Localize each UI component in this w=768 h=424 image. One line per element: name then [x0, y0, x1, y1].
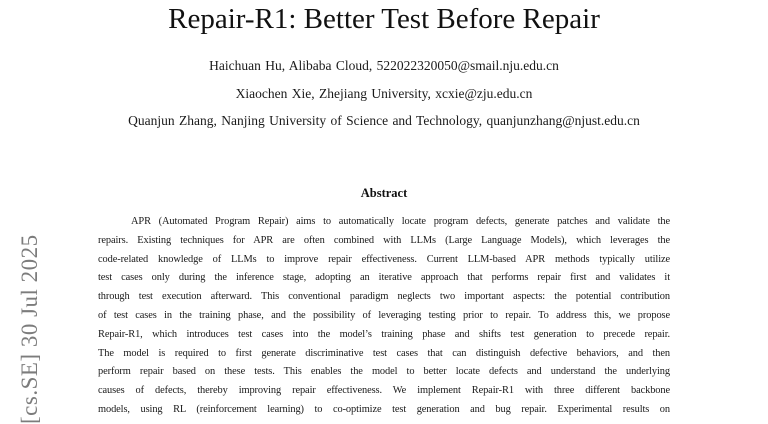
author-block: [0, 57, 768, 140]
author-line-1: Haichuan Hu, Alibaba Cloud, 522022320050@smail.nju.edu.cn: [209, 58, 559, 73]
abstract-line: repairs. Existing techniques for APR are often combined with LLMs (Large Language Models), which leverages the: [98, 234, 670, 246]
paper-title: Repair-R1: Better Test Before Repair: [168, 3, 600, 35]
abstract-line: The model is required to first generate discriminative test cases that can distinguish defective behaviors, and then: [98, 347, 670, 359]
author-line-2: Xiaochen Xie, Zhejiang University, xcxie@zju.edu.cn: [235, 85, 533, 101]
abstract-line: Repair-R1, which introduces test cases into the model’s training phase and shifts test generation to precede repair.: [98, 328, 670, 340]
abstract-line: models, using RL (reinforcement learning) to co-optimize test generation and bug repair. Experimental results on: [98, 403, 670, 415]
abstract-line: test cases only during the inference stage, adopting an iterative approach that performs repair first and validates it: [98, 272, 670, 284]
abstract-line: perform repair based on these tests. This enables the model to better locate defects and understand the underlying: [98, 366, 670, 378]
abstract-heading: Abstract: [360, 186, 408, 200]
abstract-line: APR (Automated Program Repair) aims to automatically locate program defects, generate patches and validate the: [131, 216, 670, 227]
abstract-line: through test execution afterward. This conventional paradigm neglects two important aspects: the potential contribution: [98, 291, 670, 303]
author-line-3: Quanjun Zhang, Nanjing University of Science and Technology, quanjunzhang@njust.edu.cn: [128, 113, 640, 128]
abstract-line: of test cases in the training phase, and the possibility of leveraging testing prior to repair. To address this, we propose: [98, 309, 670, 321]
abstract-line: causes of defects, thereby improving repair effectiveness. We implement Repair-R1 with three different backbone: [98, 385, 670, 397]
arxiv-stamp: [cs.SE] 30 Jul 2025: [17, 234, 42, 424]
abstract-line: code-related knowledge of LLMs to improve repair effectiveness. Current LLM-based APR methods typically utilize: [98, 253, 670, 265]
abstract-body: [98, 213, 670, 420]
